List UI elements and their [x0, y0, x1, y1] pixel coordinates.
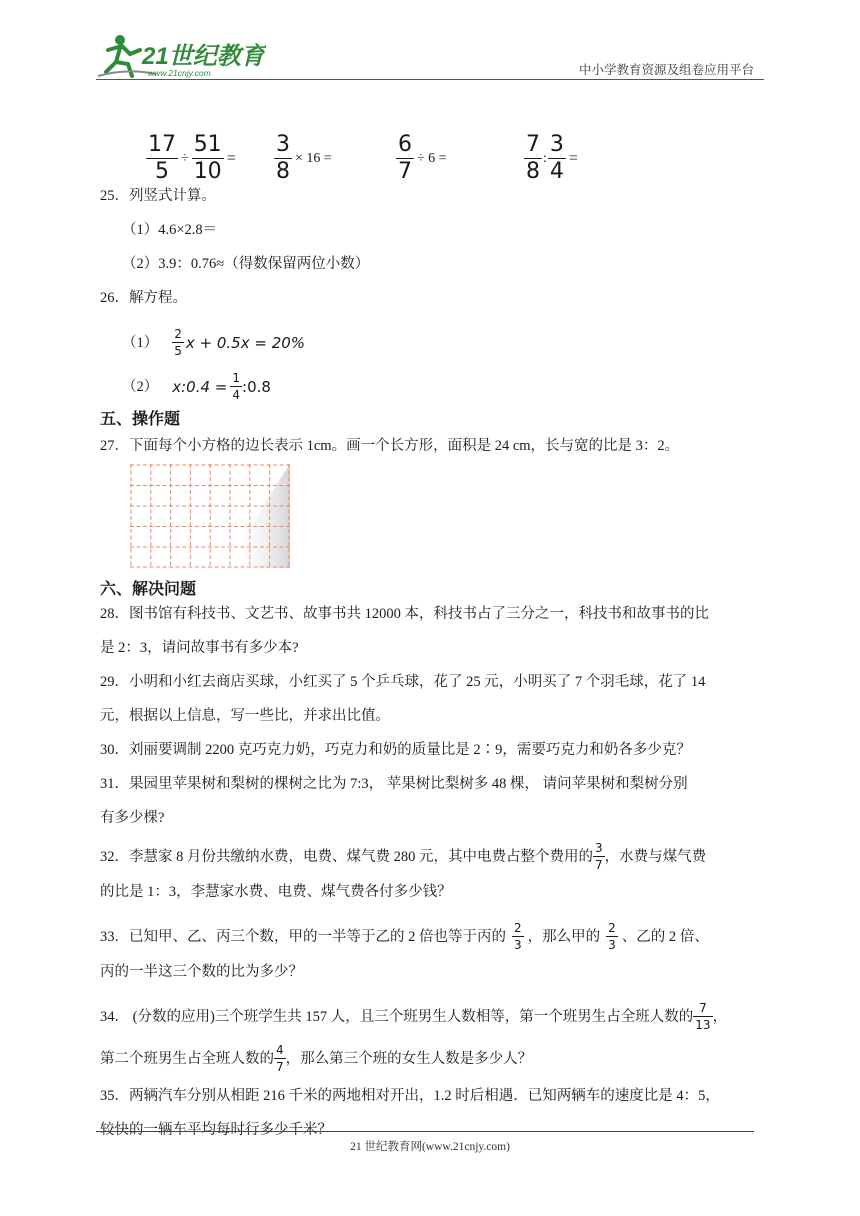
fraction: $\frac{17}{5}$: [148, 132, 176, 184]
grid-drawing: [130, 464, 290, 568]
question-30: 30．刘丽要调制 2200 克巧克力奶，巧克力和奶的质量比是 2∶9，需要巧克力和奶各多少克？: [100, 742, 691, 758]
question-33-line-1: 33．已知甲、乙、丙三个数，甲的一半等于乙的 2 倍也等于丙的 $\frac{2}{3}$ ，那么甲的 $\frac{2}{3}$ 、乙的 2 倍、: [100, 921, 709, 952]
fraction: $\frac{3}{7}$: [595, 841, 603, 872]
question-25-part-2: （2）3.9：0.76≈（得数保留两位小数）: [122, 256, 370, 272]
question-35-line-1: 35．两辆汽车分别从相距 216 千米的两地相对开出，1.2 时后相遇．已知两辆车的速度比是 4：5，: [100, 1088, 720, 1104]
footer-divider: [96, 1131, 754, 1132]
question-28-line-2: 是 2：3，请问故事书有多少本?: [100, 640, 299, 656]
fraction: $\frac{2}{3}$: [514, 921, 522, 952]
fraction: $\frac{2}{3}$: [608, 921, 616, 952]
platform-name: 中小学教育资源及组卷应用平台: [578, 63, 754, 77]
question-28-line-1: 28．图书馆有科技书、文艺书、故事书共 12000 本，科技书占了三分之一，科技书和故事书的比: [100, 606, 709, 622]
question-31-line-1: 31．果园里苹果树和梨树的棵树之比为 7:3， 苹果树比梨树多 48 棵， 请问苹果树和梨树分别: [100, 776, 688, 792]
question-26-part-1: （1） $\frac{2}{5}$ x + 0.5x = 20%: [122, 327, 306, 358]
fraction: $\frac{7}{13}$: [695, 1001, 711, 1032]
svg-text:www.21cnjy.com: www.21cnjy.com: [148, 68, 211, 78]
fraction: $\frac{4}{7}$: [276, 1043, 284, 1074]
calc-item-4: $\frac{7}{8}$ : $\frac{3}{4}$ =: [526, 132, 578, 184]
calc-item-3: $\frac{6}{7}$ ÷ 6 =: [398, 132, 447, 184]
fraction: $\frac{3}{4}$: [549, 132, 564, 184]
question-29-line-1: 29．小明和小红去商店买球，小红买了 5 个乒乓球，花了 25 元，小明买了 7 个羽毛球，花了 14: [100, 674, 706, 690]
question-32-line-1: 32．李慧家 8 月份共缴纳水费，电费、煤气费 280 元，其中电费占整个费用的 $\frac{3}{7}$ ，水费与煤气费: [100, 841, 707, 872]
section-5-heading: 五、操作题: [100, 411, 181, 428]
question-32-line-2: 的比是 1：3，李慧家水费、电费、煤气费各付多少钱？: [100, 884, 452, 900]
grid-paper-figure[interactable]: [130, 464, 290, 568]
question-26-stem: 26．解方程。: [100, 290, 187, 306]
question-31-line-2: 有多少棵?: [100, 810, 165, 826]
calc-item-2: $\frac{3}{8}$ × 16 =: [276, 132, 332, 184]
fraction: $\frac{3}{8}$: [276, 132, 290, 184]
fraction: $\frac{2}{5}$: [174, 327, 182, 358]
question-34-line-2: 第二个班男生占全班人数的 $\frac{4}{7}$ ，那么第三个班的女生人数是多少人？: [100, 1043, 533, 1074]
question-25-part-1: （1）4.6×2.8＝: [122, 222, 218, 238]
fraction: $\frac{51}{10}$: [193, 132, 222, 184]
question-34-line-1: 34． (分数的应用)三个班学生共 157 人，且三个班男生人数相等，第一个班男生占全班人数的 $\frac{7}{13}$ ，: [100, 1001, 728, 1032]
svg-text:21世纪教育: 21世纪教育: [142, 43, 265, 70]
section-6-heading: 六、解决问题: [100, 581, 197, 598]
fraction: $\frac{1}{4}$: [232, 371, 241, 402]
question-33-line-2: 丙的一半这三个数的比为多少？: [100, 964, 303, 980]
question-25-stem: 25．列竖式计算。: [100, 188, 216, 204]
fraction: $\frac{6}{7}$: [398, 132, 412, 184]
calc-item-1: $\frac{17}{5}$ ÷ $\frac{51}{10}$ =: [148, 132, 236, 184]
question-35-line-2: 较快的一辆车平均每时行多少千米？: [100, 1122, 332, 1138]
question-27: 27．下面每个小方格的边长表示 1cm。画一个长方形，面积是 24 cm，长与宽的比是 3：2。: [100, 438, 680, 454]
question-26-part-2: （2） x:0.4 = $\frac{1}{4}$ :0.8: [122, 371, 271, 402]
footer-source[interactable]: 21 世纪教育网(www.21cnjy.com): [350, 1141, 510, 1153]
fraction: $\frac{7}{8}$: [526, 132, 540, 184]
question-29-line-2: 元，根据以上信息，写一些比，并求出比值。: [100, 708, 390, 724]
